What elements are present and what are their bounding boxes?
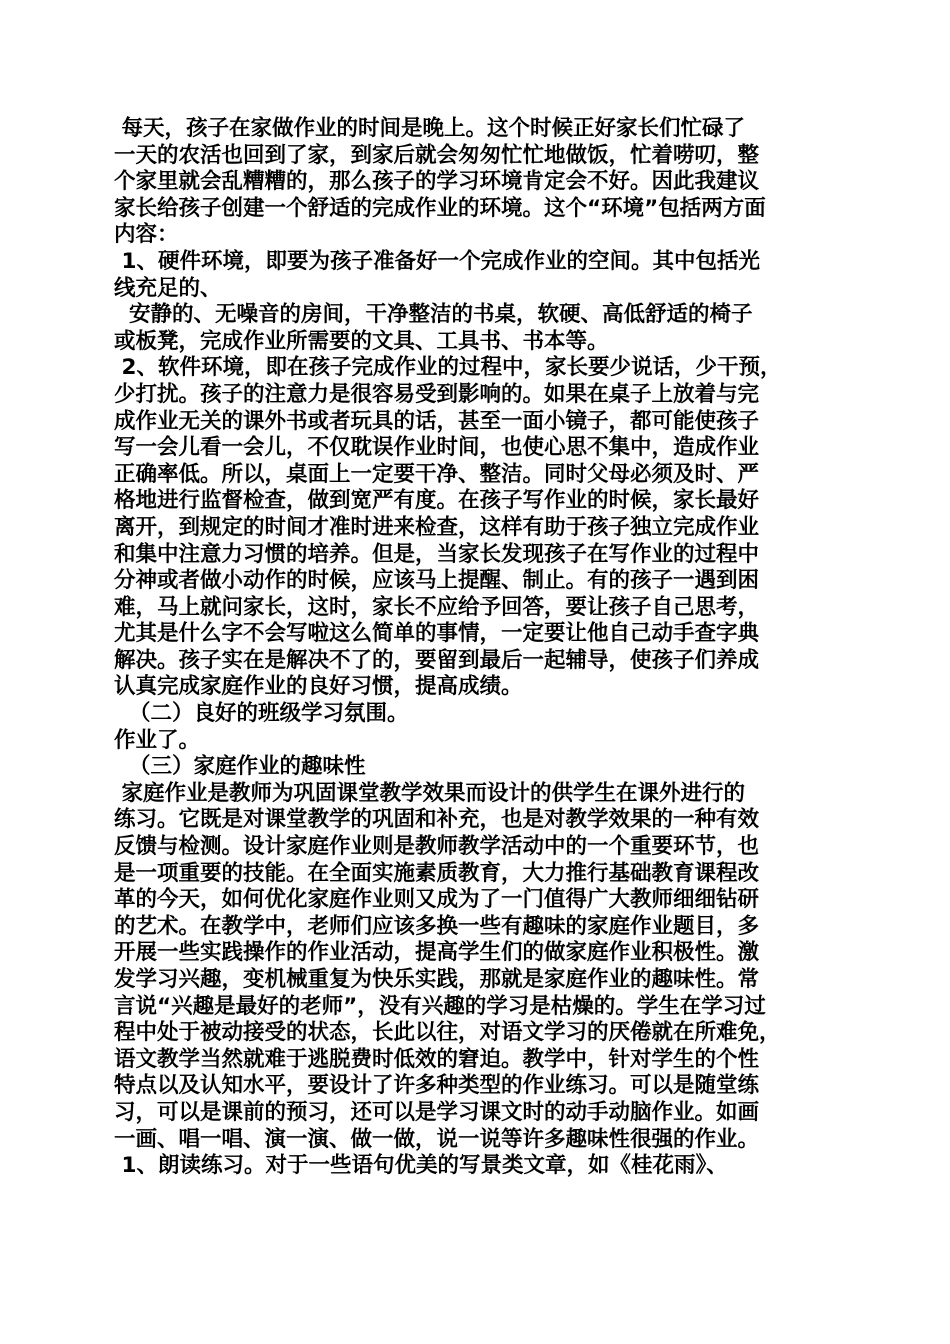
text-line: 1、硬件环境，即要为孩子准备好一个完成作业的空间。其中包括光 [114,248,760,274]
text-line: 少打扰。孩子的注意力是很容易受到影响的。如果在桌子上放着与完 [114,381,760,407]
text-line: 解决。孩子实在是解决不了的，要留到最后一起辅导，使孩子们养成 [114,647,760,673]
text-line: 个家里就会乱糟糟的，那么孩子的学习环境肯定会不好。因此我建议 [114,169,760,195]
text-line: 或板凳，完成作业所需要的文具、工具书、书本等。 [114,328,609,354]
text-line: 的艺术。在教学中，老师们应该多换一些有趣味的家庭作业题目，多 [114,913,760,939]
section-heading: （二）良好的班级学习氛围。 [114,701,409,727]
text-line: 习，可以是课前的预习，还可以是学习课文时的动手动脑作业。如画 [114,1099,760,1125]
text-line: 练习。它既是对课堂教学的巩固和补充，也是对教学效果的一种有效 [114,807,760,833]
text-line: 写一会儿看一会儿，不仅耽误作业时间，也使心思不集中，造成作业 [114,435,760,461]
text-line: 开展一些实践操作的作业活动，提高学生们的做家庭作业积极性。激 [114,940,760,966]
text-line: 离开，到规定的时间才准时进来检查，这样有助于孩子独立完成作业 [114,514,760,540]
text-line: 语文教学当然就难于逃脱费时低效的窘迫。教学中，针对学生的个性 [114,1046,760,1072]
text-line: 反馈与检测。设计家庭作业则是教师教学活动中的一个重要环节，也 [114,834,760,860]
text-line: 家庭作业是教师为巩固课堂教学效果而设计的供学生在课外进行的 [114,780,745,806]
text-line: 难，马上就问家长，这时，家长不应给予回答，要让孩子自己思考， [114,594,760,620]
text-line: 尤其是什么字不会写啦这么简单的事情，一定要让他自己动手查字典 [114,621,760,647]
text-line: 2、软件环境，即在孩子完成作业的过程中，家长要少说话，少干预， [114,355,782,381]
text-line: 程中处于被动接受的状态，长此以往，对语文学习的厌倦就在所难免， [114,1020,781,1046]
text-line: 安静的、无噪音的房间，干净整洁的书桌，软硬、高低舒适的椅子 [114,302,753,328]
text-line: 革的今天，如何优化家庭作业则又成为了一门值得广大教师细细钻研 [114,887,760,913]
text-line: 格地进行监督检查，做到宽严有度。在孩子写作业的时候，家长最好 [114,488,760,514]
text-line: 内容： [114,222,179,248]
text-line: 成作业无关的课外书或者玩具的话，甚至一面小镜子，都可能使孩子 [114,408,760,434]
text-line: 正确率低。所以，桌面上一定要干净、整洁。同时父母必须及时、严 [114,461,760,487]
text-line: 认真完成家庭作业的良好习惯，提高成绩。 [114,674,523,700]
text-line: 发学习兴趣，变机械重复为快乐实践，那就是家庭作业的趣味性。常 [114,967,760,992]
section-heading: （三）家庭作业的趣味性 [114,754,366,780]
text-line: 是一项重要的技能。在全面实施素质教育，大力推行基础教育课程改 [114,860,760,886]
text-line: 一画、唱一唱、演一演、做一做，说一说等许多趣味性很强的作业。 [114,1126,760,1152]
text-line: 线充足的、 [114,275,222,301]
text-line: 1、朗读练习。对于一些语句优美的写景类文章，如《桂花雨》、 [114,1153,728,1179]
text-line: 特点以及认知水平，要设计了许多种类型的作业练习。可以是随堂练 [114,1073,760,1099]
text-line: 作业了。 [114,727,201,753]
text-line: 言说“兴趣是最好的老师”，没有兴趣的学习是枯燥的。学生在学习过 [114,993,766,1019]
text-line: 每天，孩子在家做作业的时间是晚上。这个时候正好家长们忙碌了 [114,116,745,141]
document-body [114,116,844,1180]
text-line: 一天的农活也回到了家，到家后就会匆匆忙忙地做饭，忙着唠叨，整 [114,142,760,168]
text-line: 分神或者做小动作的时候，应该马上提醒、制止。有的孩子一遇到困 [114,568,760,594]
text-line: 和集中注意力习惯的培养。但是，当家长发现孩子在写作业的过程中 [114,541,760,567]
text-line: 家长给孩子创建一个舒适的完成作业的环境。这个“环境”包括两方面 [114,195,766,221]
